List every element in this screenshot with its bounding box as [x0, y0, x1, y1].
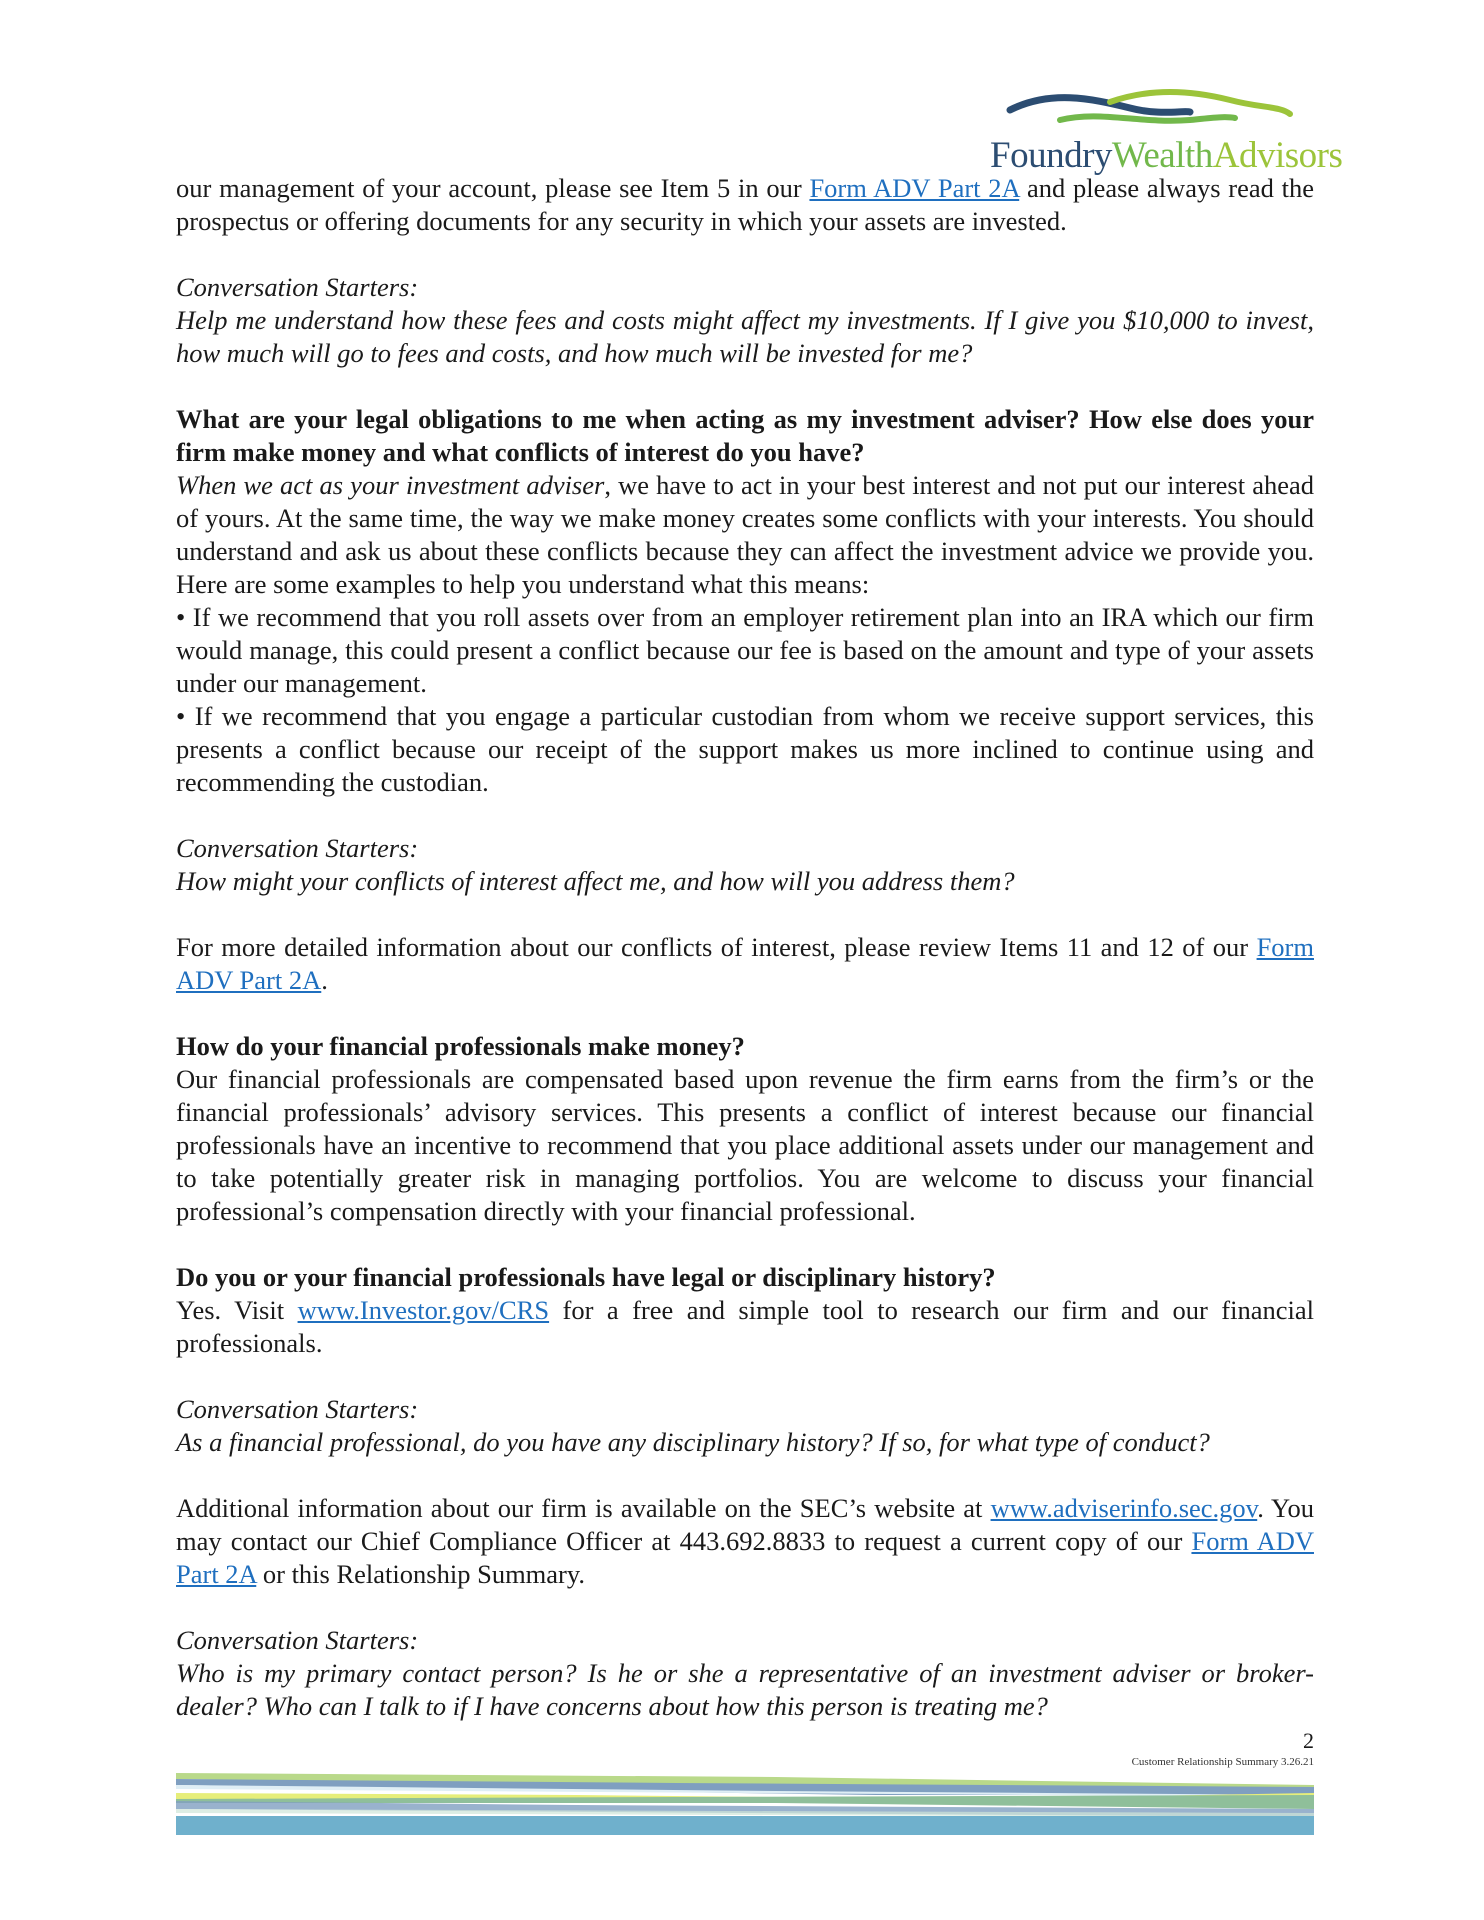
section-heading-obligations: What are your legal obligations to me when acting as my investment adviser? How else does your firm make money and what conflicts of interest do you have? — [176, 404, 1314, 467]
logo-wordmark — [990, 134, 1342, 177]
conversation-starters-label: Conversation Starters: — [176, 272, 419, 302]
conversation-starters-label: Conversation Starters: — [176, 833, 419, 863]
conversation-starters-text: Help me understand how these fees and costs might affect my investments. If I give you $10,000 to invest, how much will go to fees and costs, and how much will be invested for me? — [176, 305, 1314, 368]
history-paragraph — [176, 1294, 1314, 1360]
additional-info-paragraph — [176, 1492, 1314, 1591]
obligations-text: , we have to act in your best interest and not put our interest ahead of yours. At the same time, the way we make money creates some conflicts with your interests. You should understand and ask us about these conflicts because they can affect the investment advice we provide you. Here are some examples to help you understand what this means: — [176, 470, 1314, 599]
conversation-starters-text: How might your conflicts of interest affect me, and how will you address them? — [176, 866, 1015, 896]
conversation-starters-label: Conversation Starters: — [176, 1625, 419, 1655]
obligations-paragraph — [176, 469, 1314, 601]
bullet-item: • If we recommend that you engage a particular custodian from whom we receive support services, this presents a conflict because our receipt of the support makes us more inclined to continue using and recommending the custodian. — [176, 701, 1314, 797]
intro-paragraph — [176, 172, 1314, 238]
investor-gov-link[interactable]: www.Investor.gov/CRS — [297, 1295, 550, 1325]
form-adv-link[interactable]: Form ADV Part 2A — [176, 1526, 1314, 1589]
intro-text-rest: and please always read the prospectus or offering documents for any security in which your assets are invested. — [176, 173, 1314, 236]
conversation-starters-text: As a financial professional, do you have any disciplinary history? If so, for what type of conduct? — [176, 1427, 1210, 1457]
additional-text-end: or this Relationship Summary. — [256, 1559, 586, 1589]
conversation-starters-text: Who is my primary contact person? Is he or she a representative of an investment adviser or broker-dealer? Who can I talk to if I have concerns about how this person is treating me? — [176, 1658, 1314, 1721]
footer-decorative-bands — [176, 1765, 1314, 1835]
logo-word-wealth: Wealth — [1111, 135, 1213, 176]
history-text: Yes. Visit — [176, 1295, 298, 1325]
compensation-paragraph: Our financial professionals are compensated based upon revenue the firm earns from the firm’s or the financial professionals’ advisory services. This presents a conflict of interest because our financial professionals have an incentive to recommend that you place additional assets under our management and to take potentially greater risk in managing portfolios. You are welcome to discuss your financial professional’s compensation directly with your financial professional. — [176, 1064, 1314, 1226]
waves-logo-icon — [990, 80, 1320, 130]
bullet-item: • If we recommend that you roll assets over from an employer retirement plan into an IRA which our firm would manage, this could present a conflict because our fee is based on the amount and type of your assets under our management. — [176, 602, 1314, 698]
form-adv-link[interactable]: Form ADV Part 2A — [176, 932, 1314, 995]
obligations-lead: When we act as your investment adviser — [176, 470, 605, 500]
more-info-period: . — [321, 965, 328, 995]
additional-text: Additional information about our firm is available on the SEC’s website at — [176, 1493, 991, 1523]
intro-text: our management of your account, please see Item 5 in our — [176, 173, 810, 203]
logo-word-foundry: Foundry — [990, 135, 1112, 176]
conversation-starters-label: Conversation Starters: — [176, 1394, 419, 1424]
document-body — [176, 172, 1314, 1723]
adviserinfo-link[interactable]: www.adviserinfo.sec.gov — [990, 1493, 1258, 1523]
section-heading-history: Do you or your financial professionals have legal or disciplinary history? — [176, 1262, 996, 1292]
footer-note: Customer Relationship Summary 3.26.21 — [1131, 1756, 1314, 1768]
section-heading-compensation: How do your financial professionals make money? — [176, 1031, 745, 1061]
additional-text-mid: . You may contact our Chief Compliance Officer at 443.692.8833 to request a current copy of our — [176, 1493, 1314, 1556]
history-text-rest: for a free and simple tool to research our firm and our financial professionals. — [176, 1295, 1315, 1358]
company-logo — [990, 80, 1343, 180]
more-info-text: For more detailed information about our conflicts of interest, please review Items 11 and 12 of our — [176, 932, 1257, 962]
page-number: 2 — [1303, 1728, 1314, 1753]
more-info-paragraph — [176, 931, 1314, 997]
logo-word-advisors: Advisors — [1212, 135, 1343, 176]
form-adv-link[interactable]: Form ADV Part 2A — [809, 173, 1020, 203]
